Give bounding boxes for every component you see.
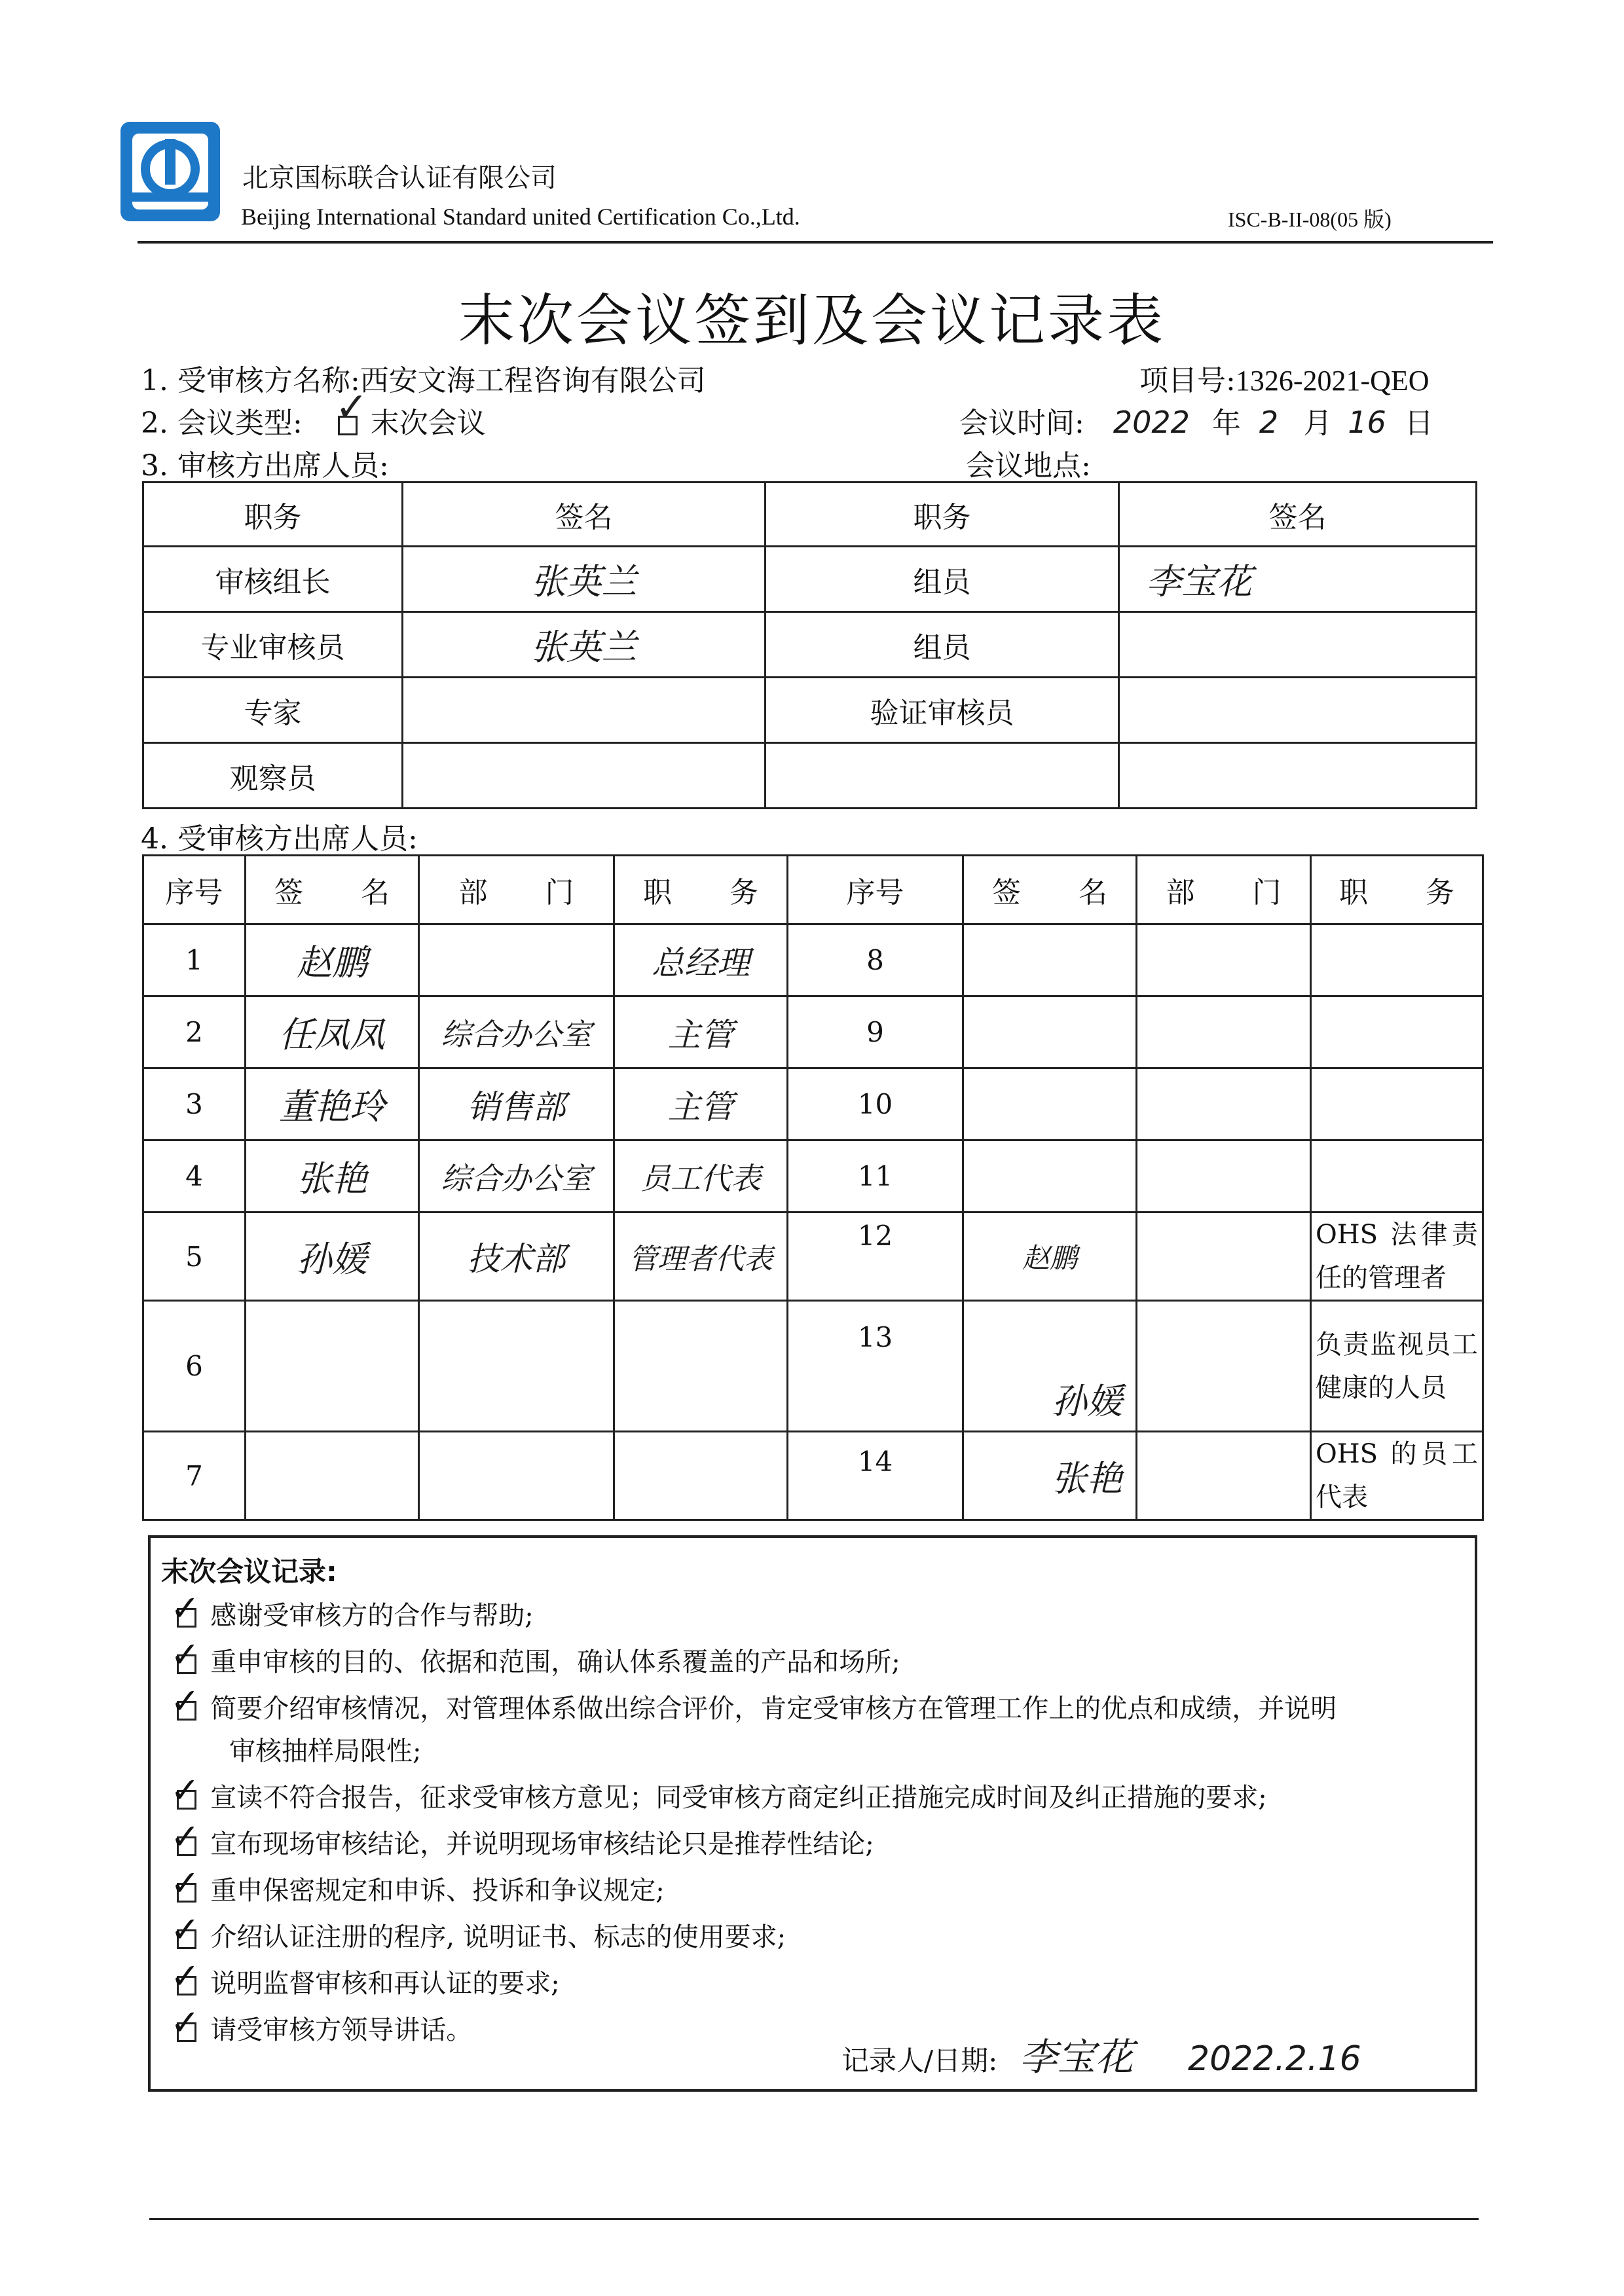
auditee-name: 西安文海工程咨询有限公司 xyxy=(360,364,706,397)
meeting-day: 16 xyxy=(1348,405,1386,440)
col-header: 职务 xyxy=(143,483,403,547)
footer-rule xyxy=(149,2218,1479,2220)
position-cell: OHS 法律责任的管理者 xyxy=(1311,1212,1483,1301)
role-cell: 观察员 xyxy=(143,743,403,809)
signature-cell xyxy=(963,1068,1137,1140)
signature-cell: 孙媛 xyxy=(963,1301,1137,1432)
list-item: ✓ 宣布现场审核结论，并说明现场审核结论只是推荐性结论; xyxy=(170,1816,874,1859)
position-cell xyxy=(1311,996,1483,1068)
row-number: 5 xyxy=(143,1212,246,1301)
auditee-label: 1. 受审核方名称: xyxy=(141,364,360,397)
auditor-attendees-label: 3. 审核方出席人员: xyxy=(141,449,389,483)
position-cell xyxy=(614,1432,788,1520)
meeting-type-value: 末次会议 xyxy=(370,407,486,440)
signature-cell xyxy=(403,743,766,809)
position-cell xyxy=(1311,1068,1483,1140)
list-item: ✓ 请受审核方领导讲话。 xyxy=(170,2002,473,2045)
row-number: 13 xyxy=(788,1301,963,1432)
col-header: 部 门 xyxy=(1137,856,1311,924)
position-cell xyxy=(614,1301,788,1432)
table-row xyxy=(143,1432,1483,1520)
recorder-label: 记录人/日期: xyxy=(841,2045,998,2077)
col-header: 签名 xyxy=(1119,483,1477,547)
table-row xyxy=(143,743,1477,809)
meeting-month: 2 xyxy=(1259,405,1279,440)
signature-cell xyxy=(1119,678,1477,743)
auditee-attendees-label: 4. 受审核方出席人员: xyxy=(141,822,418,856)
department-cell xyxy=(1137,996,1311,1068)
auditee-table-header xyxy=(143,856,1483,924)
department-cell xyxy=(419,924,614,996)
company-logo xyxy=(118,119,223,224)
position-cell: 管理者代表 xyxy=(614,1212,788,1301)
list-item: 审核抽样局限性; xyxy=(229,1736,422,1766)
table-row xyxy=(143,1212,1483,1301)
signature-cell: 张英兰 xyxy=(403,612,766,678)
row-number: 4 xyxy=(143,1140,246,1212)
signature-cell xyxy=(1119,743,1477,809)
role-cell: 验证审核员 xyxy=(766,678,1119,743)
checkmark-icon: ✓ xyxy=(170,1909,200,1950)
company-name-en: Beijing International Standard united Certification Co.,Ltd. xyxy=(241,204,800,230)
table-row xyxy=(143,1068,1483,1140)
position-cell: 负责监视员工健康的人员 xyxy=(1311,1301,1483,1432)
department-cell xyxy=(1137,924,1311,996)
month-unit: 月 xyxy=(1303,407,1333,440)
col-header: 签 名 xyxy=(246,856,419,924)
role-cell xyxy=(766,743,1119,809)
project-label: 项目号: xyxy=(1139,364,1236,397)
auditor-table-header xyxy=(143,483,1477,547)
checkmark-icon: ✓ xyxy=(170,1863,200,1904)
position-cell: 员工代表 xyxy=(614,1140,788,1212)
role-cell: 专家 xyxy=(143,678,403,743)
year-unit: 年 xyxy=(1211,407,1241,440)
meeting-time-label: 会议时间: xyxy=(959,407,1084,440)
row-number: 3 xyxy=(143,1068,246,1140)
checkmark-icon: ✓ xyxy=(335,384,369,430)
role-cell: 组员 xyxy=(766,547,1119,612)
list-item: ✓ 感谢受审核方的合作与帮助; xyxy=(170,1588,534,1631)
signature-cell: 张英兰 xyxy=(403,547,766,612)
department-cell xyxy=(419,1301,614,1432)
auditee-table xyxy=(142,854,1484,1521)
recorder-signature: 李宝花 xyxy=(1019,2035,1134,2079)
row-number: 11 xyxy=(788,1140,963,1212)
signature-cell: 张艳 xyxy=(963,1432,1137,1520)
signature-cell xyxy=(403,678,766,743)
department-cell xyxy=(1137,1140,1311,1212)
department-cell: 综合办公室 xyxy=(419,1140,614,1212)
row-number: 12 xyxy=(788,1212,963,1301)
department-cell xyxy=(1137,1068,1311,1140)
role-cell: 组员 xyxy=(766,612,1119,678)
header-rule xyxy=(138,241,1493,244)
role-cell: 审核组长 xyxy=(143,547,403,612)
signature-cell: 赵鹏 xyxy=(963,1212,1137,1301)
department-cell: 销售部 xyxy=(419,1068,614,1140)
signature-cell: 赵鹏 xyxy=(246,924,419,996)
meeting-type-label: 2. 会议类型: xyxy=(141,407,303,440)
table-row xyxy=(143,924,1483,996)
col-header: 签名 xyxy=(403,483,766,547)
table-row xyxy=(143,996,1483,1068)
signature-cell: 张艳 xyxy=(246,1140,419,1212)
col-header: 签 名 xyxy=(963,856,1137,924)
table-row xyxy=(143,612,1477,678)
list-item: ✓ 重申保密规定和申诉、投诉和争议规定; xyxy=(170,1863,665,1906)
col-header: 职 务 xyxy=(1311,856,1483,924)
list-item: ✓ 重申审核的目的、依据和范围，确认体系覆盖的产品和场所; xyxy=(170,1634,900,1677)
position-cell xyxy=(1311,924,1483,996)
signature-cell: 李宝花 xyxy=(1119,547,1477,612)
department-cell xyxy=(1137,1432,1311,1520)
signature-cell xyxy=(963,924,1137,996)
checkmark-icon: ✓ xyxy=(170,1956,200,1997)
checkmark-icon: ✓ xyxy=(170,1634,200,1675)
row-number: 8 xyxy=(788,924,963,996)
signature-cell xyxy=(246,1432,419,1520)
project-number: 1326-2021-QEO xyxy=(1235,365,1430,397)
position-cell: 主管 xyxy=(614,1068,788,1140)
row-number: 9 xyxy=(788,996,963,1068)
table-row xyxy=(143,678,1477,743)
signature-cell xyxy=(963,1140,1137,1212)
department-cell xyxy=(1137,1212,1311,1301)
auditor-table xyxy=(142,481,1477,809)
page-title: 末次会议签到及会议记录表 xyxy=(458,288,1166,354)
day-unit: 日 xyxy=(1404,407,1433,440)
meeting-type-line xyxy=(141,384,486,441)
row-number: 7 xyxy=(143,1432,246,1520)
row-number: 1 xyxy=(143,924,246,996)
doc-code: ISC-B-II-08(05 版) xyxy=(1228,208,1392,231)
meeting-time-line xyxy=(959,399,1433,441)
location-label: 会议地点: xyxy=(966,449,1091,483)
table-row xyxy=(143,547,1477,612)
recorder-date: 2022.2.16 xyxy=(1188,2039,1361,2079)
role-cell: 专业审核员 xyxy=(143,612,403,678)
position-cell: 总经理 xyxy=(614,924,788,996)
row-number: 2 xyxy=(143,996,246,1068)
meeting-year: 2022 xyxy=(1113,405,1190,440)
checkmark-icon: ✓ xyxy=(170,1681,200,1722)
record-list xyxy=(170,1588,1337,2052)
signature-cell xyxy=(1119,612,1477,678)
record-title: 末次会议记录: xyxy=(161,1556,337,1588)
signature-cell: 任凤凤 xyxy=(246,996,419,1068)
table-row xyxy=(143,1301,1483,1432)
col-header: 职务 xyxy=(766,483,1119,547)
col-header: 部 门 xyxy=(419,856,614,924)
list-item: ✓ 宣读不符合报告，征求受审核方意见；同受审核方商定纠正措施完成时间及纠正措施的要求; xyxy=(170,1770,1267,1813)
row-number: 6 xyxy=(143,1301,246,1432)
col-header: 序号 xyxy=(788,856,963,924)
col-header: 序号 xyxy=(143,856,246,924)
signature-cell: 孙媛 xyxy=(246,1212,419,1301)
checkmark-icon: ✓ xyxy=(170,1816,200,1857)
position-cell: OHS 的员工代表 xyxy=(1311,1432,1483,1520)
col-header: 职 务 xyxy=(614,856,788,924)
position-cell: 主管 xyxy=(614,996,788,1068)
company-name-cn: 北京国标联合认证有限公司 xyxy=(242,163,557,193)
list-item: ✓ 介绍认证注册的程序, 说明证书、标志的使用要求; xyxy=(170,1909,786,1952)
recorder-line xyxy=(841,2026,1361,2081)
list-item: ✓ 说明监督审核和再认证的要求; xyxy=(170,1956,560,1999)
signature-cell xyxy=(963,996,1137,1068)
signature-cell xyxy=(246,1301,419,1432)
table-row xyxy=(143,1140,1483,1212)
checkmark-icon: ✓ xyxy=(170,1588,200,1629)
department-cell xyxy=(419,1432,614,1520)
list-item: ✓ 简要介绍审核情况，对管理体系做出综合评价，肯定受审核方在管理工作上的优点和成绩，并说明 xyxy=(170,1681,1337,1724)
checkmark-icon: ✓ xyxy=(170,1770,200,1811)
row-number: 14 xyxy=(788,1432,963,1520)
checkmark-icon: ✓ xyxy=(170,2002,200,2043)
signature-cell: 董艳玲 xyxy=(246,1068,419,1140)
position-cell xyxy=(1311,1140,1483,1212)
department-cell: 技术部 xyxy=(419,1212,614,1301)
department-cell: 综合办公室 xyxy=(419,996,614,1068)
row-number: 10 xyxy=(788,1068,963,1140)
auditee-line xyxy=(141,357,706,399)
project-line xyxy=(1139,357,1430,399)
department-cell xyxy=(1137,1301,1311,1432)
